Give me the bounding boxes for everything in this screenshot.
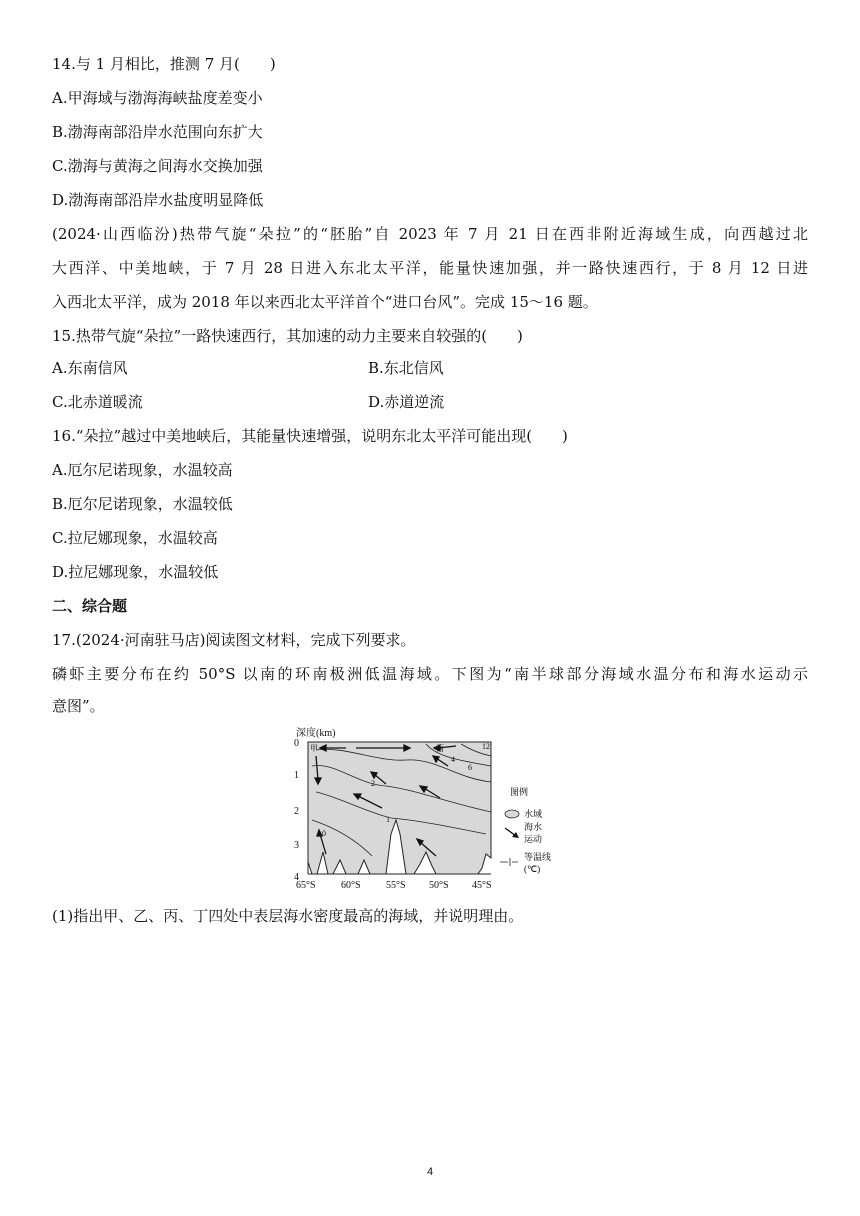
q15-option-d: D.赤道逆流 <box>368 393 445 411</box>
legend-water-swatch <box>505 810 519 818</box>
label-jia: 甲 <box>310 744 318 753</box>
q17-sub-question-1: (1)指出甲、乙、丙、丁四处中表层海水密度最高的海域，并说明理由。 <box>52 907 524 925</box>
isotherm-label: 1 <box>386 815 390 824</box>
q15-option-b: B.东北信风 <box>368 359 444 377</box>
y-tick: 1 <box>294 770 299 781</box>
x-tick: 60°S <box>341 880 361 891</box>
q15-option-c: C.北赤道暖流 <box>52 393 143 411</box>
legend-isotherm-label-2: (℃) <box>524 864 541 874</box>
legend-motion-label-1: 海水 <box>524 822 543 832</box>
q17-stem: 17.(2024·河南驻马店)阅读图文材料，完成下列要求。 <box>52 631 416 649</box>
q16-option-b: B.厄尔尼诺现象，水温较低 <box>52 495 233 513</box>
y-axis-title: 深度(km) <box>296 728 336 739</box>
q14-option-c: C.渤海与黄海之间海水交换加强 <box>52 157 263 175</box>
q16-stem: 16.“朵拉”越过中美地峡后，其能量快速增强，说明东北太平洋可能出现( ) <box>52 427 568 445</box>
legend-title: 图例 <box>510 787 529 797</box>
y-tick: 4 <box>294 872 299 883</box>
x-tick: 50°S <box>429 880 449 891</box>
isotherm-label: 6 <box>468 763 472 772</box>
figure-svg <box>286 722 576 894</box>
q16-option-d: D.拉尼娜现象，水温较低 <box>52 563 219 581</box>
x-tick: 45°S <box>472 880 492 891</box>
legend-water-label: 水域 <box>524 809 543 819</box>
q14-stem: 14.与 1 月相比，推测 7 月( ) <box>52 55 276 73</box>
water-domain <box>308 742 491 874</box>
y-tick: 2 <box>294 806 299 817</box>
q14-option-d: D.渤海南部沿岸水盐度明显降低 <box>52 191 264 209</box>
label-bing: 丙 <box>436 744 444 753</box>
q15-option-a: A.东南信风 <box>52 359 128 377</box>
material-line-3: 入西北太平洋，成为 2018 年以来西北太平洋首个“进口台风”。完成 15～16 题。 <box>52 293 598 311</box>
q14-option-b: B.渤海南部沿岸水范围向东扩大 <box>52 123 263 141</box>
y-tick: 3 <box>294 840 299 851</box>
q16-option-c: C.拉尼娜现象，水温较高 <box>52 529 218 547</box>
isotherm-label: 0 <box>322 829 326 838</box>
x-tick: 65°S <box>296 880 316 891</box>
x-tick: 55°S <box>386 880 406 891</box>
legend-isotherm-label-1: 等温线 <box>524 852 552 862</box>
legend-motion-label-2: 运动 <box>524 834 543 844</box>
ocean-temperature-figure <box>286 722 576 894</box>
q17-material-line-2: 意图”。 <box>52 697 105 715</box>
y-tick: 0 <box>294 738 299 749</box>
material-line-1: (2024·山西临汾)热带气旋“朵拉”的“胚胎”自 2023 年 7 月 21 日在西非附近海域生成，向西越过北 <box>52 225 808 243</box>
q15-stem: 15.热带气旋“朵拉”一路快速西行，其加速的动力主要来自较强的( ) <box>52 327 523 345</box>
material-line-2: 大西洋、中美地峡，于 7 月 28 日进入东北太平洋，能量快速加强，并一路快速西行，于 8 月 12 日进 <box>52 259 808 277</box>
isotherm-label: 12 <box>482 742 490 751</box>
isotherm-label: 4 <box>451 755 455 764</box>
section-title: 二、综合题 <box>52 597 128 615</box>
page-number: 4 <box>426 1166 434 1178</box>
isotherm-label: 2 <box>371 779 375 788</box>
legend-isotherm-swatch <box>500 858 518 866</box>
q16-option-a: A.厄尔尼诺现象，水温较高 <box>52 461 233 479</box>
q14-option-a: A.甲海域与渤海海峡盐度差变小 <box>52 89 263 107</box>
legend-arrowhead-swatch <box>512 832 519 838</box>
q17-material-line-1: 磷虾主要分布在约 50°S 以南的环南极洲低温海域。下图为“南半球部分海域水温分布和海水运动示 <box>52 665 808 683</box>
figure-legend <box>500 786 551 874</box>
